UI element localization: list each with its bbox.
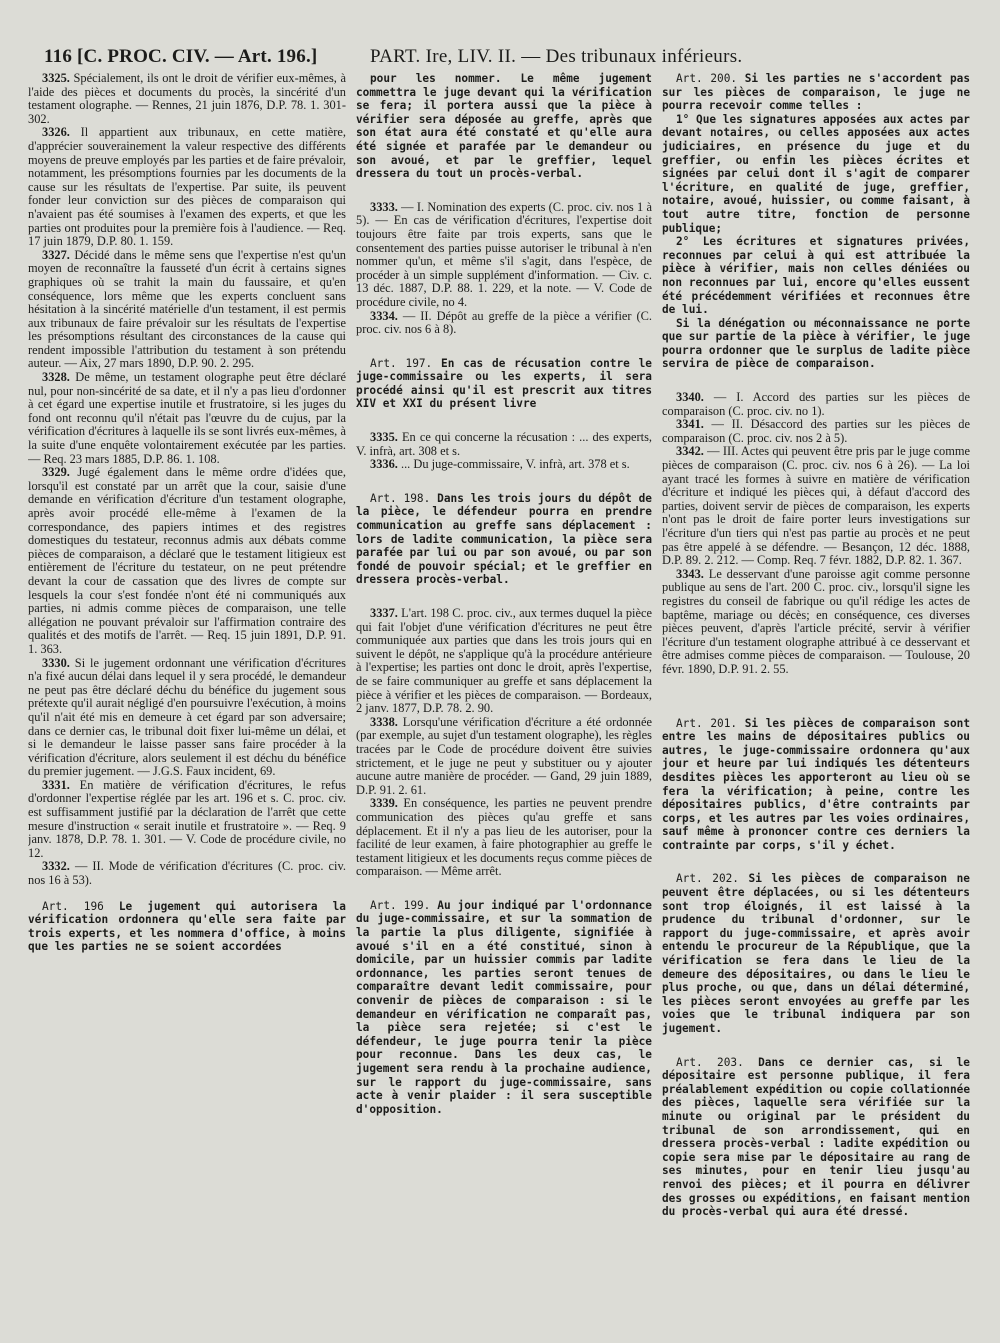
note-text: L'art. 198 C. proc. civ., aux termes duquel la pièce qui fait l'objet d'une vérification d'écritures ne peut être communiquée aux parties que dans les trois jours qui en suivent le dépôt, ne s'applique qu'à la procédure antérieure à l'expertise; les parties ont donc le droit, après l'expertise, de se faire communiquer au greffe et sans déplacement la pièce à vérifier et les pièces de comparaison. — Bordeaux, 2 janv. 1877, D.P. 78. 2. 90. bbox=[356, 606, 652, 716]
column-middle bbox=[356, 72, 652, 1330]
spacer bbox=[356, 587, 652, 607]
article-text: Le jugement qui autorisera la vérification ordonnera qu'elle sera faite par trois experts, et les nommera d'office, à moins que les parties ne se soient accordées bbox=[28, 899, 346, 954]
note-text: Lorsqu'une vérification d'écriture a été ordonnée (par exemple, au sujet d'un testament olographe), les règles tracées par le Code de procédure doivent être suivies strictement, et le juge ne peut y substituer ou y ajouter aucune autre manière de procéder. — Gand, 29 juin 1889, D.P. 91. 2. 61. bbox=[356, 714, 652, 797]
column-right bbox=[662, 72, 970, 1330]
annotation-note bbox=[28, 466, 346, 656]
article-label: Art. 196 bbox=[42, 899, 104, 913]
annotation-note bbox=[28, 126, 346, 248]
spacer bbox=[662, 677, 970, 697]
article-text: pour les nommer. Le même jugement commettra le juge devant qui la vérification se fera; il portera aussi que la pièce à vérifier sera déposée au greffe, après que son état aura été constaté et qu'elle aura été signée et parafée par le demandeur ou son avoué, et par le greffier, lequel dressera du tout un procès-verbal. bbox=[356, 72, 652, 181]
note-text: — I. Nomination des experts (C. proc. civ. nos 1 à 5). — En cas de vérification d'écritures, l'expertise doit toujours être faite par trois experts, sans que le consentement des parties puisse autoriser le tribunal à n'en nommer qu'un, et même s'il s'agit, dans l'espèce, de procéder à un simple supplément d'information. — Civ. c. 13 déc. 1887, D.P. 88. 1. 229, et la note. — V. Code de procédure civile, no 4. bbox=[356, 199, 652, 309]
note-number: 3334. bbox=[370, 308, 398, 323]
code-article bbox=[356, 492, 652, 587]
article-label: Art. 202. bbox=[676, 872, 739, 886]
annotation-note bbox=[662, 418, 970, 445]
note-number: 3337. bbox=[370, 606, 398, 620]
article-label: Art. 198. bbox=[370, 491, 431, 505]
code-article bbox=[356, 357, 652, 411]
article-text: Si les pièces de comparaison sont entre les mains de dépositaires publics ou autres, le juge-commissaire ordonnera qu'aux jour et heure par lui indiqués les détenteurs desdites pièces les apporteront au lieu où se fera la vérification; à peine, contre les dépositaires publics, d'être contraints par corps, et les autres par les voies ordinaires, sauf même à prononcer contre ces derniers la contrainte par corps, s'il y échet. bbox=[662, 716, 970, 852]
code-article bbox=[662, 113, 970, 235]
note-number: 3336. bbox=[370, 457, 398, 472]
note-number: 3335. bbox=[370, 430, 398, 445]
note-number: 3342. bbox=[676, 444, 704, 459]
annotation-note bbox=[356, 607, 652, 716]
article-text: 2° Les écritures et signatures privées, reconnues par celui à qui est attribuée la pièce à vérifier, mais non celles déniées ou non reconnues par lui, encore qu'elles eussent été précédemment vérifiées et reconnues être de lui. bbox=[662, 235, 970, 317]
note-text: — II. Dépôt au greffe de la pièce a vérifier (C. proc. civ. nos 6 à 8). bbox=[356, 308, 652, 337]
note-text: En ce qui concerne la récusation : ... des experts, V. infrà, art. 308 et s. bbox=[356, 430, 652, 458]
column-left bbox=[28, 72, 346, 1330]
article-text: Dans ce dernier cas, si le dépositaire est personne publique, il fera préalablement expédition ou copie collationnée des pièces, laquelle sera vérifiée sur la minute ou original par le président du tribunal de son arrondissement, qui en dressera procès-verbal : ladite expédition ou copie sera mise par le dépositaire au rang de ses minutes, pour en tenir lieu jusqu'au renvoi des pièces; et il pourra en délivrer des grosses ou expéditions, en faisant mention du procès-verbal qui aura été dressé. bbox=[662, 1055, 970, 1219]
annotation-note bbox=[662, 445, 970, 567]
code-article bbox=[662, 235, 970, 317]
note-text: Spécialement, ils ont le droit de vérifier eux-mêmes, à l'aide des pièces et documents du procès, la sincérité d'un testament olographe. — Rennes, 21 juin 1876, D.P. 78. 1. 301-302. bbox=[28, 72, 346, 126]
note-text: Il appartient aux tribunaux, en cette matière, d'apprécier souverainement la valeur respective des différents moyens de preuve employés par les parties et de faire prévaloir, notamment, les présomptions fournies par les documents de la cause sur les résultats de l'expertise. Par suite, ils peuvent fonder leur conviction sur des pièces de comparaison qui n'avaient pas été soumises à l'examen des experts, et que les parties ont produites pour la première fois à l'audience. — Req. 17 juin 1879, D.P. 80. 1. 159. bbox=[28, 125, 346, 249]
code-article bbox=[356, 72, 652, 181]
note-text: Jugé également dans le même ordre d'idées que, lorsqu'il est constaté par un arrêt que la cour, saisie d'une demande en vérification d'écriture d'un testament olographe, après avoir procédé elle-même à l'examen de la correspondance, des papiers intimes et des registres domestiques du testateur, reconnus admis aux débats comme pièces de comparaison, a déclaré que le testament litigieux est entièrement de l'écriture du testateur, on ne peut prétendre devant la cour de cassation que des livres de compte sur lesquels la cour s'est fondée n'ont été ni communiqués aux parties, ni admis comme pièces de comparaison, une telle allégation ne pouvant prévaloir sur l'affirmation contraire des qualités et des motifs de l'arrêt. — Req. 15 juin 1891, D.P. 91. 1. 363. bbox=[28, 465, 346, 656]
article-text: Au jour indiqué par l'ordonnance du juge-commissaire, et sur la sommation de la partie la plus diligente, signifiée à avoué s'il en a été constitué, sinon à domicile, par un huissier commis par ladite ordonnance, les parties seront tenues de comparaître devant ledit commissaire, pour convenir de pièces de comparaison : si le demandeur en vérification ne comparaît pas, la pièce sera rejetée; si c'est le défendeur, le juge pourra tenir la pièce pour reconnue. Dans les deux cas, le jugement sera rendu à la prochaine audience, sur le rapport du juge-commissaire, sans acte à venir plaider : il sera susceptible d'opposition. bbox=[356, 898, 652, 1116]
spacer bbox=[662, 697, 970, 717]
code-article bbox=[356, 899, 652, 1117]
annotation-note bbox=[356, 458, 652, 472]
note-text: Décidé dans le même sens que l'expertise n'est qu'un moyen de reconnaître la fausseté d'un écrit à certains signes graphiques où se trahit la main du faussaire, et qu'en conséquence, lors même que les experts concluent sans hésitation à la sincérité matérielle d'un testament, il est permis aux tribunaux de faire prévaloir sur les résultats de l'expertise les présomptions résultant des circonstances de la cause qui rendent impossible l'attribution du testament à son prétendu auteur. — Aix, 27 mars 1890, D.P. 90. 2. 295. bbox=[28, 247, 346, 371]
article-text: Si la dénégation ou méconnaissance ne porte que sur partie de la pièce à vérifier, le juge pourra ordonner que le surplus de ladite pièce servira de pièce de comparaison. bbox=[662, 316, 970, 371]
spacer bbox=[356, 472, 652, 492]
annotation-note bbox=[28, 72, 346, 126]
code-article bbox=[662, 717, 970, 853]
article-label: Art. 197. bbox=[370, 356, 433, 370]
note-number: 3339. bbox=[370, 796, 398, 811]
article-text: Dans les trois jours du dépôt de la pièce, le défendeur pourra en prendre communication au greffe sans déplacement : lors de ladite communication, la pièce sera parafée par lui ou par son avoué, ou par son fondé de pouvoir spécial; et le greffier en dressera procès-verbal. bbox=[356, 491, 652, 587]
note-text: — II. Mode de vérification d'écritures (C. proc. civ. nos 16 à 53). bbox=[28, 859, 346, 888]
article-label: Art. 200. bbox=[676, 72, 738, 85]
note-number: 3329. bbox=[42, 465, 70, 480]
note-number: 3330. bbox=[42, 655, 70, 670]
annotation-note bbox=[28, 657, 346, 779]
annotation-note bbox=[356, 797, 652, 879]
spacer bbox=[662, 852, 970, 872]
annotation-note bbox=[356, 431, 652, 458]
article-label: Art. 203. bbox=[676, 1055, 744, 1069]
annotation-note bbox=[356, 310, 652, 337]
note-number: 3326. bbox=[42, 125, 70, 140]
note-number: 3327. bbox=[42, 247, 70, 262]
note-text: ... Du juge-commissaire, V. infrà, art. 378 et s. bbox=[397, 457, 630, 472]
note-number: 3343. bbox=[676, 566, 704, 581]
spacer bbox=[28, 888, 346, 900]
spacer bbox=[356, 337, 652, 357]
annotation-note bbox=[28, 249, 346, 371]
note-text: En matière de vérification d'écritures, le refus d'ordonner l'expertise réglée par les art. 196 et s. C. proc. civ. est suffisamment justifié par la déclaration de l'arrêt que cette mesure d'instruction « serait inutile et frustratoire ». — Req. 9 janv. 1878, D.P. 78. 1. 301. — V. Code de procédure civile, no 12. bbox=[28, 777, 346, 860]
article-text: En cas de récusation contre le juge-commissaire ou les experts, il sera procédé ainsi qu'il est prescrit aux titres XIV et XXI du présent livre bbox=[356, 356, 652, 411]
note-number: 3340. bbox=[676, 390, 704, 405]
running-head-left: 116 [C. PROC. CIV. — Art. 196.] bbox=[44, 46, 318, 67]
note-text: — I. Accord des parties sur les pièces de comparaison (C. proc. civ. no 1). bbox=[662, 390, 970, 418]
code-article bbox=[662, 872, 970, 1035]
note-text: Si le jugement ordonnant une vérification d'écritures n'a fixé aucun délai dans lequel il y sera procédé, le demandeur ne peut pas être déclaré déchu du bénéfice du jugement sous prétexte qu'il aurait négligé d'en poursuivre l'exécution, à moins qu'il n'ait été mis en demeure à cet égard par son adversaire; dans ce dernier cas, le tribunal doit fixer lui-même un délai, et si le demandeur le laisse passer sans faire procéder à la vérification d'écriture, alors seulement il est déchu du bénéfice du premier jugement. — J.G.S. Faux incident, 69. bbox=[28, 655, 346, 779]
spacer bbox=[356, 879, 652, 899]
spacer bbox=[356, 181, 652, 201]
annotation-note bbox=[28, 371, 346, 466]
note-number: 3328. bbox=[42, 370, 70, 385]
note-number: 3331. bbox=[42, 777, 70, 792]
article-label: Art. 201. bbox=[676, 716, 738, 730]
annotation-note bbox=[662, 391, 970, 418]
article-text: Si les pièces de comparaison ne peuvent être déplacées, ou si les détenteurs sont trop éloignés, il est laissé à la prudence du tribunal d'ordonner, sur le rapport du juge-commissaire, et après avoir entendu le procureur de la République, que la vérification se fera dans le lieu de la demeure des dépositaires, ou dans le lieu le plus proche, ou que, dans un délai déterminé, les pièces seront envoyées au greffe par les voies que le tribunal indiquera par son jugement. bbox=[662, 872, 970, 1035]
code-article bbox=[662, 72, 970, 113]
note-number: 3338. bbox=[370, 714, 398, 729]
article-text: 1° Que les signatures apposées aux actes par devant notaires, ou celles apposées aux actes judiciaires, en présence du juge et du greffier, ou enfin les pièces écrites et signées par celui dont il s'agit de comparer l'écriture, en qualité de juge, greffier, notaire, avoué, huissier, ou comme faisant, à tout autre titre, fonction de personne publique; bbox=[662, 112, 970, 235]
annotation-note bbox=[28, 779, 346, 861]
spacer bbox=[662, 371, 970, 391]
note-text: Le desservant d'une paroisse agit comme personne publique au sens de l'art. 200 C. proc. civ., lorsqu'il signe les registres du conseil de fabrique ou qu'il rédige les actes de baptême, mariage ou décès; en conséquence, ces diverses pièces peuvent, d'après l'article précité, servir à vérifier l'écriture d'un testament olographe attribué à ce desservant et être admises comme pièces de comparaison. — Toulouse, 20 févr. 1890, D.P. 91. 2. 55. bbox=[662, 566, 970, 676]
code-article bbox=[662, 317, 970, 371]
article-label: Art. 199. bbox=[370, 898, 431, 912]
note-text: En conséquence, les parties ne peuvent prendre communication des pièces qu'au greffe et sans déplacement. Et il n'y a pas lieu de les autoriser, pour la facilité de leur examen, à faire photographier au greffe le testament litigieux et les documents reçus comme pièces de comparaison. — Même arrêt. bbox=[356, 796, 652, 879]
running-head-right: PART. Ire, LIV. II. — Des tribunaux inférieurs. bbox=[370, 46, 743, 67]
annotation-note bbox=[662, 568, 970, 677]
note-number: 3332. bbox=[42, 859, 70, 874]
note-number: 3341. bbox=[676, 417, 704, 432]
note-number: 3325. bbox=[42, 72, 70, 85]
annotation-note bbox=[28, 860, 346, 887]
article-text: Si les parties ne s'accordent pas sur les pièces de comparaison, le juge ne pourra recevoir comme telles : bbox=[662, 72, 970, 113]
code-article bbox=[28, 900, 346, 954]
note-number: 3333. bbox=[370, 199, 398, 214]
spacer bbox=[662, 1036, 970, 1056]
note-text: De même, un testament olographe peut être déclaré nul, pour non-sincérité de sa date, et il n'y a pas lieu d'ordonner à cet égard une expertise inutile et frustratoire, si les juges du fond ont reconnu qu'il n'était pas l'œuvre du de cujus, par la vérification d'écritures à laquelle ils se sont livrés eux-mêmes, à la suite d'une enquête volontairement exécutée par les parties. — Req. 23 mars 1885, D.P. 86. 1. 108. bbox=[28, 370, 346, 466]
note-text: — III. Actes qui peuvent être pris par le juge comme pièces de comparaison (C. proc. civ. nos 6 à 26). — La loi ayant tracé les formes à suivre en matière de vérification d'écriture et indiqué les pièces qui, à défaut d'accord des parties, doivent servir de pièces de comparaison, les experts n'ont pas le droit de faire porter leurs investigations sur l'écriture d'un tiers qui n'est pas partie au procès et ne peut pas être appelé à se défendre. — Besançon, 12 déc. 1888, D.P. 89. 2. 212. — Comp. Req. 7 févr. 1882, D.P. 82. 1. 367. bbox=[662, 444, 970, 568]
code-article bbox=[662, 1056, 970, 1219]
note-text: — II. Désaccord des parties sur les pièces de comparaison (C. proc. civ. nos 2 à 5). bbox=[662, 417, 970, 445]
page-header bbox=[30, 44, 970, 70]
spacer bbox=[356, 411, 652, 431]
annotation-note bbox=[356, 201, 652, 310]
annotation-note bbox=[356, 716, 652, 798]
